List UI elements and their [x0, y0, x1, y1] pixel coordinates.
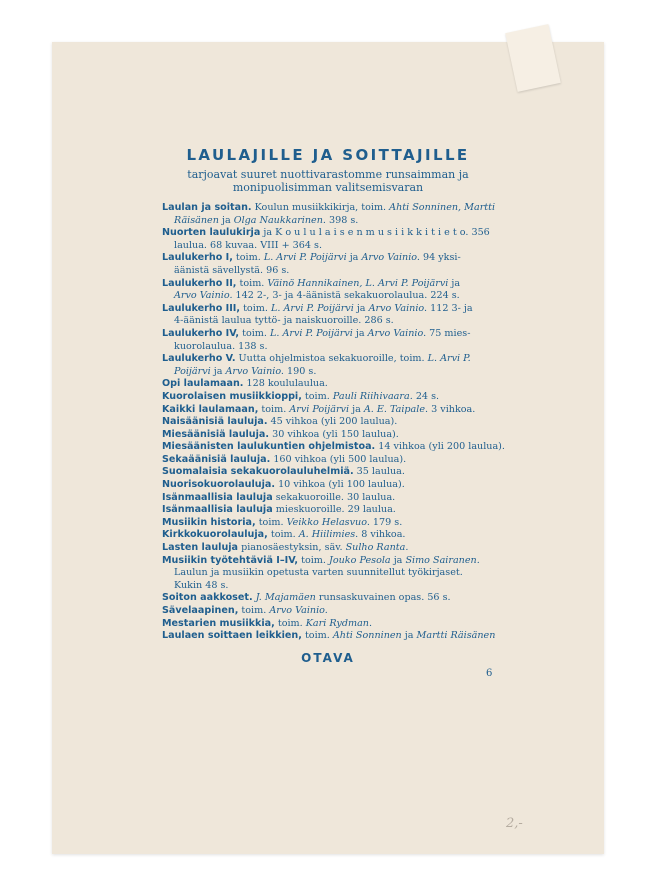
- list-item: [162, 278, 512, 303]
- list-item: [162, 378, 512, 391]
- entry-text: ja: [448, 277, 461, 289]
- entry-text: runsaskuvainen opas. 56 s.: [315, 592, 451, 604]
- entry-text: ja: [349, 403, 364, 415]
- entry-text: 75 mies-: [426, 327, 471, 339]
- entry-author: A. Hiilimies.: [298, 529, 359, 541]
- entry-author: L. Arvi P. Poijärvi: [270, 302, 354, 314]
- entry-text: ja: [352, 327, 368, 339]
- list-item: [162, 429, 512, 442]
- entry-title: Soiton aakkoset.: [162, 592, 253, 604]
- entry-text: ja: [401, 630, 417, 642]
- entry-author: Kari Rydman.: [305, 617, 373, 629]
- entry-title: Miesäänisten laulukuntien ohjelmistoa.: [162, 441, 376, 453]
- list-item: [162, 529, 512, 542]
- entry-text: toim.: [258, 403, 290, 415]
- entry-title: Mestarien musiikkia,: [162, 617, 275, 629]
- list-item: [162, 227, 512, 252]
- entry-author: Simo Sairanen.: [405, 554, 480, 566]
- entry-author: Arvo Vainio.: [225, 365, 284, 377]
- list-item: [162, 492, 512, 505]
- entry-title: Isänmaallisia lauluja: [162, 491, 273, 503]
- entry-text: ja: [346, 252, 362, 264]
- entry-author: Arvi Poijärvi: [289, 403, 350, 415]
- entry-author: Arvo Vainio.: [361, 252, 420, 264]
- publisher-name: OTAVA: [301, 651, 355, 665]
- entry-text: toim.: [232, 252, 264, 264]
- entry-author: L. Arvi P.: [427, 353, 471, 365]
- entry-title: Opi laulamaan.: [162, 378, 244, 390]
- entry-text: 94 yksi-: [419, 252, 461, 264]
- entry-text: 8 vihkoa.: [358, 529, 406, 541]
- entry-title: Laulaen soittaen leikkien,: [162, 630, 302, 642]
- pencil-price-mark: 2,-: [506, 816, 523, 831]
- entry-text: toim.: [274, 617, 306, 629]
- entry-title: Musiikin työtehtäviä I–IV,: [162, 554, 299, 566]
- entry-text: 35 laulua.: [353, 466, 405, 478]
- entry-text: mieskuoroille. 29 laulua.: [272, 504, 396, 516]
- entry-text: laulua. 68 kuvaa. VIII + 364 s.: [174, 239, 323, 251]
- list-item: [162, 441, 512, 454]
- entry-text: 190 s.: [283, 365, 317, 377]
- list-item: [162, 202, 512, 227]
- entry-text: ja: [353, 302, 369, 314]
- list-item: [162, 416, 512, 429]
- entry-text: 30 vihkoa (yli 150 laulua).: [269, 428, 399, 440]
- entry-author: Veikko Helasvuo.: [286, 516, 370, 528]
- entry-text: 45 vihkoa (yli 200 laulua).: [267, 416, 398, 428]
- list-item: [162, 542, 512, 555]
- entry-text: 10 vihkoa (yli 100 laulua).: [275, 479, 405, 491]
- entry-text: 128 koululaulua.: [243, 378, 328, 390]
- entry-text: ja: [218, 214, 234, 226]
- entry-title: Nuorisokuorolauluja.: [162, 479, 276, 491]
- entry-text: sekakuoroille. 30 laulua.: [272, 491, 396, 503]
- list-item: [162, 517, 512, 530]
- entry-text: toim.: [255, 516, 287, 528]
- list-item: [162, 479, 512, 492]
- list-item: [162, 404, 512, 417]
- entry-author: Väinö Hannikainen, L. Arvi P. Poijärvi: [267, 277, 449, 289]
- entry-text: toim.: [239, 327, 271, 339]
- entry-text: 24 s.: [412, 390, 440, 402]
- entry-text: 14 vihkoa (yli 200 laulua).: [375, 441, 505, 453]
- entry-text: 179 s.: [369, 516, 403, 528]
- entry-text: ja K o u l u l a i s e n m u s i i k k i t i e t o. 356: [260, 227, 490, 239]
- entry-title: Naisäänisiä lauluja.: [162, 416, 268, 428]
- entry-text: toim.: [301, 630, 333, 642]
- entry-author: J. Majamäen: [255, 592, 316, 604]
- list-item: [162, 618, 512, 631]
- list-item: [162, 555, 512, 593]
- entry-author: Arvo Vainio.: [269, 605, 328, 616]
- entry-title: Laulukerho III,: [162, 302, 241, 314]
- entry-text: toim.: [238, 605, 270, 616]
- entry-text: Kukin 48 s.: [174, 579, 229, 591]
- entry-author: Olga Naukkarinen.: [233, 214, 326, 226]
- list-item: [162, 252, 512, 277]
- entry-text: 112 3- ja: [427, 302, 473, 314]
- page-title: LAULAJILLE JA SOITTAJILLE: [186, 146, 470, 164]
- entry-text: ja: [390, 554, 406, 566]
- entry-text: Laulun ja musiikin opetusta varten suunnitellut työkirjaset.: [174, 567, 463, 579]
- entry-author: Martti Räisänen: [416, 630, 496, 642]
- list-item: [162, 605, 512, 618]
- entry-text: pianosäestyksin, säv.: [238, 542, 346, 554]
- entry-title: Lasten lauluja: [162, 542, 239, 554]
- page-number: 6: [486, 668, 493, 679]
- entry-text: 142 2-, 3- ja 4-äänistä sekakuorolaulua. 224 s.: [232, 290, 460, 302]
- entry-author: Sulho Ranta.: [345, 542, 409, 554]
- entry-text: toim.: [301, 390, 333, 402]
- entry-text: toim.: [298, 554, 329, 566]
- entry-text: 398 s.: [325, 214, 359, 226]
- list-item: [162, 630, 512, 643]
- entry-title: Sekaäänisiä lauluja.: [162, 453, 271, 465]
- entry-title: Nuorten laulukirja: [162, 227, 261, 239]
- entry-author: L. Arvi P. Poijärvi: [270, 327, 353, 339]
- entry-title: Laulukerho V.: [162, 353, 236, 365]
- list-item: [162, 303, 512, 328]
- list-item: [162, 454, 512, 467]
- entry-author: Räisänen: [174, 214, 219, 226]
- entry-title: Laulan ja soitan.: [162, 202, 252, 213]
- entry-text: 4-äänistä laulua tyttö- ja naiskuoroille. 286 s.: [174, 315, 394, 327]
- entry-text: kuorolaulua. 138 s.: [174, 340, 268, 352]
- entry-text: 3 vihkoa.: [428, 403, 476, 415]
- entry-text: ja: [210, 365, 226, 377]
- entry-text: toim.: [240, 302, 271, 314]
- entry-text: toim.: [236, 277, 268, 289]
- entry-author: Arvo Vainio.: [174, 290, 233, 302]
- entry-text: 160 vihkoa (yli 500 laulua).: [270, 453, 407, 465]
- list-item: [162, 504, 512, 517]
- entry-title: Kirkkokuorolauluja,: [162, 529, 268, 541]
- entry-title: Sävelaapinen,: [162, 605, 239, 616]
- entry-author: Pauli Riihivaara.: [332, 390, 413, 402]
- catalog-list: [162, 202, 512, 643]
- entry-text: äänistä sävellystä. 96 s.: [174, 264, 290, 276]
- entry-title: Suomalaisia sekakuorolauluhelmiä.: [162, 466, 354, 478]
- entry-title: Laulukerho IV,: [162, 327, 240, 339]
- entry-author: Poijärvi: [174, 365, 211, 377]
- entry-title: Miesäänisiä lauluja.: [162, 428, 270, 440]
- entry-title: Kuorolaisen musiikkioppi,: [162, 390, 302, 402]
- entry-author: Ahti Sonninen, Martti: [389, 202, 496, 213]
- entry-title: Musiikin historia,: [162, 516, 256, 528]
- entry-title: Laulukerho II,: [162, 277, 237, 289]
- list-item: [162, 353, 512, 378]
- entry-title: Isänmaallisia lauluja: [162, 504, 273, 516]
- subtitle-line-1: tarjoavat suuret nuottivarastomme runsaimman ja: [187, 168, 469, 181]
- entry-author: Ahti Sonninen: [332, 630, 402, 642]
- entry-author: Arvo Vainio.: [367, 327, 427, 339]
- list-item: [162, 466, 512, 479]
- entry-text: toim.: [267, 529, 299, 541]
- list-item: [162, 328, 512, 353]
- entry-text: Uutta ohjelmistoa sekakuoroille, toim.: [235, 353, 428, 365]
- entry-author: Arvo Vainio.: [368, 302, 428, 314]
- entry-text: Koulun musiikkikirja, toim.: [251, 202, 390, 213]
- entry-author: A. E. Taipale.: [363, 403, 429, 415]
- list-item: [162, 391, 512, 404]
- subtitle-line-2: monipuolisimman valitsemisvaran: [232, 181, 424, 194]
- page-subtitle: [52, 168, 604, 194]
- list-item: [162, 592, 512, 605]
- entry-title: Laulukerho I,: [162, 252, 233, 264]
- entry-author: Jouko Pesola: [329, 554, 391, 566]
- entry-author: L. Arvi P. Poijärvi: [263, 252, 347, 264]
- entry-title: Kaikki laulamaan,: [162, 403, 259, 415]
